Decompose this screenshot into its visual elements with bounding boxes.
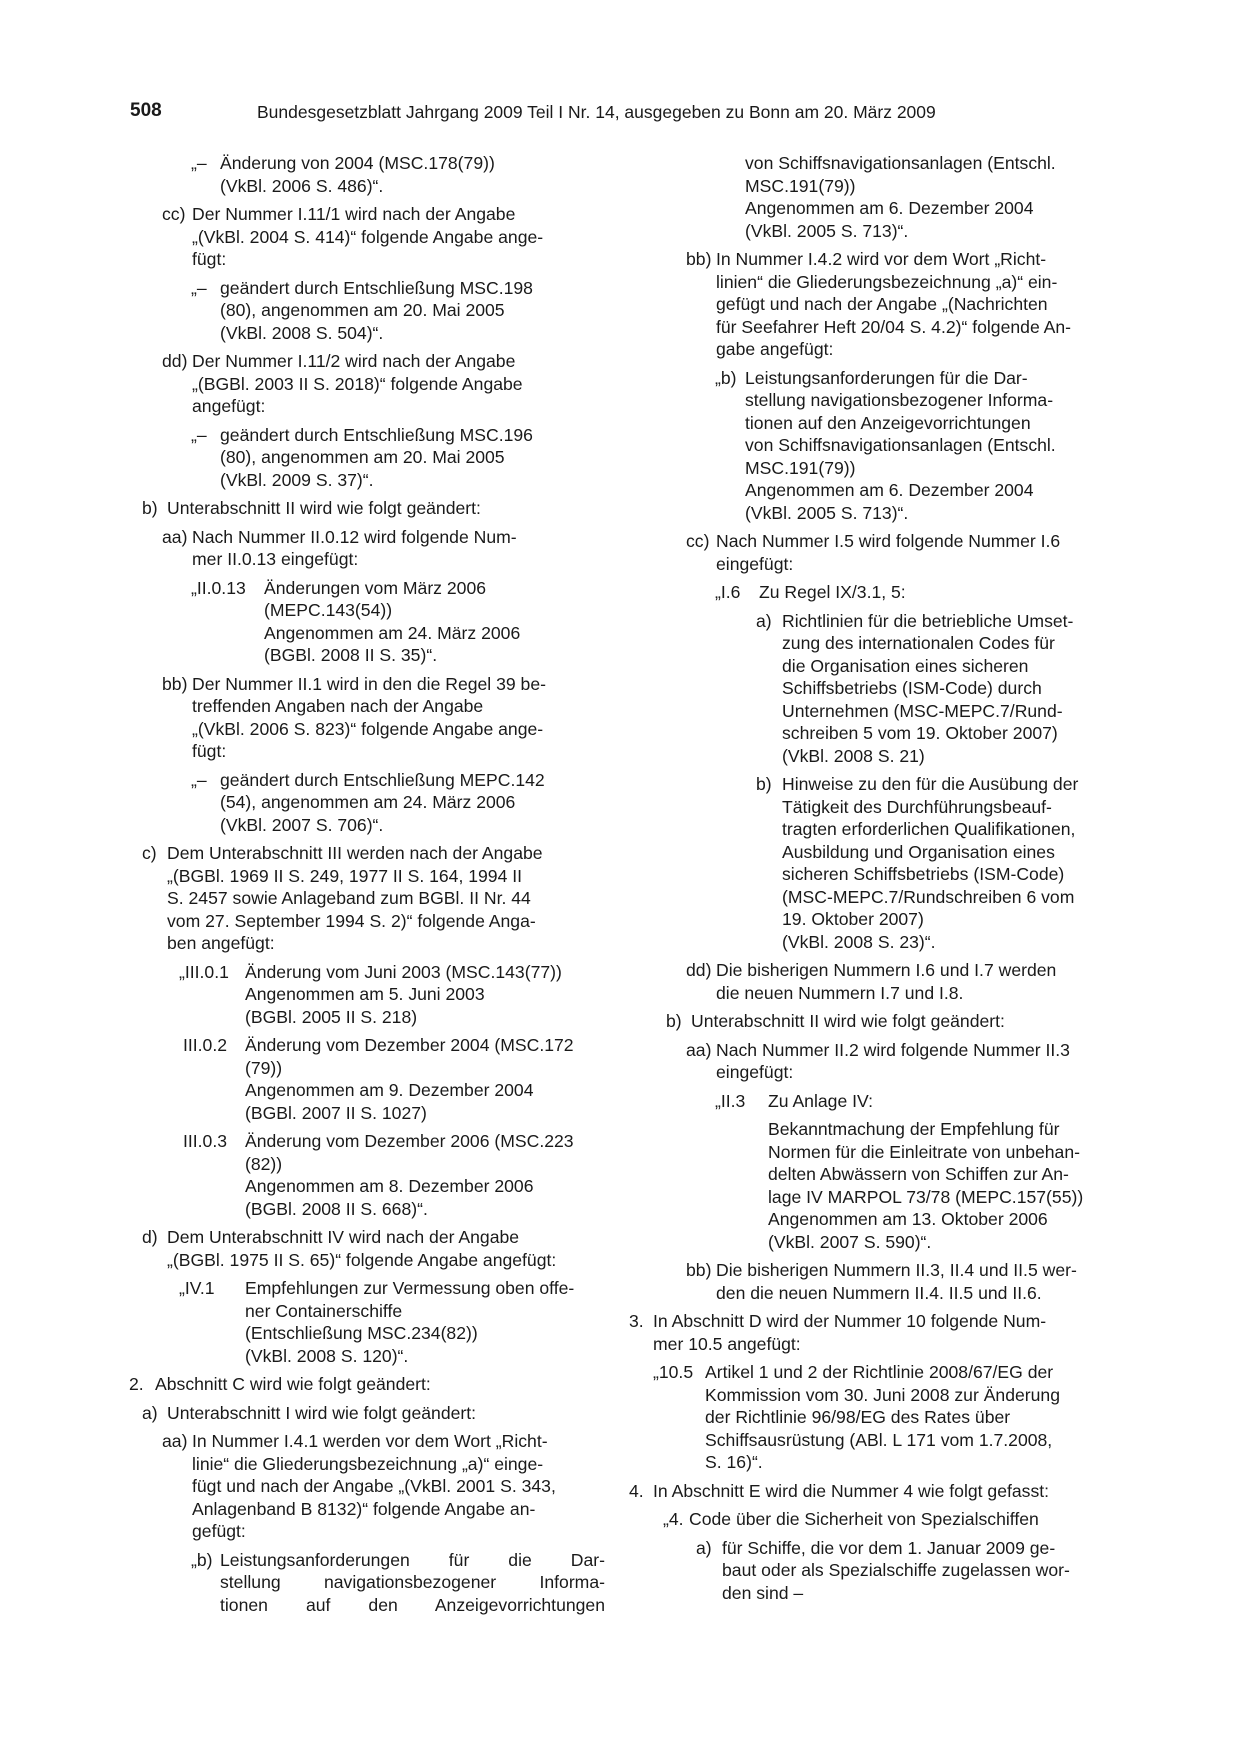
entry-label: a) <box>756 610 772 631</box>
entry <box>663 1508 1105 1531</box>
text-line: Der Nummer II.1 wird in den die Regel 39 be- <box>192 673 546 694</box>
entry-text <box>745 367 1105 525</box>
entry-label: cc) <box>686 531 710 551</box>
text-line: Leistungsanforderungen für die Dar- <box>220 1549 605 1570</box>
text-line: MSC.191(79)) <box>745 175 856 196</box>
text-line: tragten erforderlichen Qualifikationen, <box>782 819 1076 839</box>
text-line: ner Containerschiffe <box>245 1300 403 1321</box>
entry-label: d) <box>142 1227 158 1247</box>
text-line: Anlagenband B 8132)“ folgende Angabe an- <box>192 1498 536 1519</box>
text-line: „(BGBl. 2003 II S. 2018)“ folgende Angabe <box>192 373 523 394</box>
text-line: S. 2457 sowie Anlageband zum BGBl. II Nr. 44 <box>167 888 531 908</box>
entry <box>629 1310 1105 1355</box>
text-line: tionen auf den Anzeigevorrichtungen <box>220 1594 605 1615</box>
entry-text <box>245 1034 605 1124</box>
text-line: stellung navigationsbezogener Informa- <box>745 390 1054 410</box>
text-line: Angenommen am 9. Dezember 2004 <box>245 1080 534 1100</box>
text-line: Tätigkeit des Durchführungsbeauf- <box>782 796 1052 817</box>
entry-text <box>192 1430 605 1543</box>
entry <box>191 424 605 492</box>
entry <box>162 1430 605 1543</box>
text-line: Die bisherigen Nummern II.3, II.4 und II.5 wer- <box>716 1260 1077 1280</box>
text-line: gefügt: <box>192 1521 246 1541</box>
text-line: (VkBl. 2008 S. 21) <box>782 745 925 766</box>
text-line: (Entschließung MSC.234(82)) <box>245 1323 478 1343</box>
text-line: Unterabschnitt II wird wie folgt geändert: <box>691 1011 1005 1031</box>
entry-text <box>716 959 1105 1004</box>
entry-text <box>192 526 605 571</box>
text-line: Leistungsanforderungen für die Dar- <box>745 367 1028 388</box>
entry-text <box>768 1118 1105 1253</box>
text-line: zung des internationalen Codes für <box>782 633 1055 653</box>
entry-label: bb) <box>686 249 712 269</box>
page-number: 508 <box>130 100 162 121</box>
entry <box>686 1259 1105 1304</box>
text-line: (MEPC.143(54)) <box>264 600 393 620</box>
text-line: mer II.0.13 eingefügt: <box>192 549 359 569</box>
text-line: Unterabschnitt II wird wie folgt geändert: <box>167 498 481 518</box>
text-line: eingefügt: <box>716 553 794 574</box>
entry <box>191 577 605 667</box>
text-line: (VkBl. 2005 S. 713)“. <box>745 220 909 241</box>
entry <box>129 1373 605 1396</box>
entry-text <box>167 497 605 520</box>
text-line: linie“ die Gliederungsbezeichnung „a)“ einge- <box>192 1453 544 1474</box>
entry-text <box>722 1537 1105 1605</box>
text-line: Angenommen am 6. Dezember 2004 <box>745 198 1034 218</box>
entry-label: bb) <box>686 1260 712 1280</box>
text-line: schreiben 5 vom 19. Oktober 2007) <box>782 723 1058 743</box>
entry-text <box>155 1373 605 1396</box>
entry-text <box>220 152 605 197</box>
text-line: Kommission vom 30. Juni 2008 zur Änderung <box>705 1384 1060 1405</box>
entry-text <box>264 577 605 667</box>
entry <box>629 1480 1105 1503</box>
text-line: Normen für die Einleitrate von unbehan- <box>768 1141 1080 1162</box>
text-line: von Schiffsnavigationsanlagen (Entschl. <box>745 153 1056 173</box>
entry-text <box>782 773 1105 953</box>
text-line: Angenommen am 8. Dezember 2006 <box>245 1176 534 1196</box>
entry-text <box>245 961 605 1029</box>
running-header: Bundesgesetzblatt Jahrgang 2009 Teil I Nr. 14, ausgegeben zu Bonn am 20. März 2009 <box>257 102 936 122</box>
entry-text <box>167 842 605 955</box>
entry-text <box>653 1310 1105 1355</box>
text-line: (MSC-MEPC.7/Rundschreiben 6 vom <box>782 886 1075 907</box>
entry-label: „II.0.13 <box>191 577 246 598</box>
text-line: S. 16)“. <box>705 1452 763 1472</box>
text-line: (BGBl. 2008 II S. 668)“. <box>245 1198 428 1219</box>
entry-label: a) <box>696 1537 712 1558</box>
text-line: Richtlinien für die betriebliche Umset- <box>782 610 1074 631</box>
text-line: Nach Nummer II.2 wird folgende Nummer II.3 <box>716 1039 1070 1060</box>
text-line: Änderung vom Dezember 2006 (MSC.223 <box>245 1131 574 1151</box>
entry-label: „10.5 <box>653 1362 694 1382</box>
text-line: (BGBl. 2005 II S. 218) <box>245 1006 418 1027</box>
text-line: (80), angenommen am 20. Mai 2005 <box>220 447 505 467</box>
text-line: (VkBl. 2009 S. 37)“. <box>220 469 374 490</box>
entry <box>745 152 1105 242</box>
entry <box>191 769 605 837</box>
entry-text <box>716 1259 1105 1304</box>
text-line: angefügt: <box>192 396 266 416</box>
entry <box>191 277 605 345</box>
text-line: von Schiffsnavigationsanlagen (Entschl. <box>745 435 1056 455</box>
text-line: Nach Nummer I.5 wird folgende Nummer I.6 <box>716 531 1061 551</box>
entry <box>142 497 605 520</box>
text-line: (VkBl. 2008 S. 504)“. <box>220 322 384 343</box>
text-line: Schiffsausrüstung (ABl. L 171 vom 1.7.2008, <box>705 1429 1053 1450</box>
entry <box>715 1090 1105 1113</box>
entry-label: b) <box>142 498 158 518</box>
entry-label: b) <box>666 1011 682 1031</box>
entry <box>179 961 605 1029</box>
text-line: „(BGBl. 1969 II S. 249, 1977 II S. 164, 1994 II <box>167 865 523 886</box>
entry-text <box>653 1480 1105 1503</box>
entry-label: bb) <box>162 673 188 694</box>
text-line: den sind – <box>722 1582 804 1603</box>
entry-text <box>716 1039 1105 1084</box>
entry-text <box>705 1361 1105 1474</box>
entry <box>696 1537 1105 1605</box>
text-line: Der Nummer I.11/2 wird nach der Angabe <box>192 351 516 371</box>
text-line: (79)) <box>245 1057 283 1078</box>
entry-text <box>759 581 1105 604</box>
text-line: lage IV MARPOL 73/78 (MEPC.157(55)) <box>768 1186 1084 1207</box>
entry <box>686 530 1105 575</box>
text-line: Schiffsbetriebs (ISM-Code) durch <box>782 678 1042 698</box>
text-line: den die neuen Nummern II.4. II.5 und II.6. <box>716 1282 1042 1303</box>
entry-text <box>220 277 605 345</box>
text-line: der Richtlinie 96/98/EG des Rates über <box>705 1407 1011 1427</box>
entry-label: III.0.3 <box>183 1131 228 1151</box>
text-line: (VkBl. 2008 S. 120)“. <box>245 1345 409 1366</box>
text-line: die neuen Nummern I.7 und I.8. <box>716 982 964 1003</box>
text-line: delten Abwässern von Schiffen zur An- <box>768 1164 1069 1184</box>
entry-label: „– <box>191 424 207 445</box>
entry-label: „b) <box>191 1549 213 1570</box>
entry-text <box>782 610 1105 768</box>
text-line: (BGBl. 2008 II S. 35)“. <box>264 645 438 665</box>
entry-text <box>220 424 605 492</box>
text-line: In Nummer I.4.1 werden vor dem Wort „Richt- <box>192 1431 548 1451</box>
entry <box>686 248 1105 361</box>
entry <box>142 1402 605 1425</box>
text-line: treffenden Angaben nach der Angabe <box>192 696 484 716</box>
entry-label: b) <box>756 774 772 794</box>
text-line: für Seefahrer Heft 20/04 S. 4.2)“ folgende An- <box>716 316 1072 337</box>
text-line: baut oder als Spezialschiffe zugelassen wor- <box>722 1560 1070 1580</box>
entry <box>715 581 1105 604</box>
entry-label: III.0.2 <box>183 1035 228 1055</box>
text-line: Unternehmen (MSC-MEPC.7/Rund- <box>782 700 1063 721</box>
entry-text <box>245 1130 605 1220</box>
entry-label: „– <box>191 769 207 790</box>
text-line: stellung navigationsbezogener Informa- <box>220 1572 605 1592</box>
entry-text <box>691 1010 1105 1033</box>
text-line: Zu Regel IX/3.1, 5: <box>759 582 906 602</box>
entry-text <box>192 673 605 763</box>
text-line: Hinweise zu den für die Ausübung der <box>782 774 1079 794</box>
text-line: die Organisation eines sicheren <box>782 655 1029 676</box>
text-line: geändert durch Entschließung MSC.196 <box>220 424 533 445</box>
text-line: Änderung vom Dezember 2004 (MSC.172 <box>245 1035 574 1055</box>
entry <box>142 842 605 955</box>
text-line: Code über die Sicherheit von Spezialschiffen <box>689 1509 1039 1529</box>
entry <box>183 1130 605 1220</box>
text-line: für Schiffe, die vor dem 1. Januar 2009 ge- <box>722 1537 1056 1558</box>
entry <box>162 203 605 271</box>
text-line: (80), angenommen am 20. Mai 2005 <box>220 300 505 320</box>
right-column <box>629 152 1105 1604</box>
entry-text <box>768 1090 1105 1113</box>
entry-label: „IV.1 <box>179 1278 215 1298</box>
text-line: Angenommen am 13. Oktober 2006 <box>768 1209 1048 1229</box>
entry-text <box>220 769 605 837</box>
entry <box>653 1361 1105 1474</box>
text-line: linien“ die Gliederungsbezeichnung „a)“ ein- <box>716 271 1058 292</box>
text-line: MSC.191(79)) <box>745 457 856 478</box>
text-line: (BGBl. 2007 II S. 1027) <box>245 1102 427 1123</box>
text-line: In Nummer I.4.2 wird vor dem Wort „Richt- <box>716 249 1047 269</box>
entry-label: „II.3 <box>715 1090 746 1111</box>
text-line: Der Nummer I.11/1 wird nach der Angabe <box>192 204 516 224</box>
entry <box>768 1118 1105 1253</box>
text-line: fügt: <box>192 741 227 761</box>
entry <box>666 1010 1105 1033</box>
text-line: (VkBl. 2007 S. 706)“. <box>220 814 384 835</box>
entry-label: dd) <box>162 351 188 371</box>
entry-text <box>716 530 1105 575</box>
text-line: Nach Nummer II.0.12 wird folgende Num- <box>192 526 517 547</box>
text-line: (54), angenommen am 24. März 2006 <box>220 792 516 812</box>
entry <box>191 1549 605 1617</box>
text-line: eingefügt: <box>716 1062 794 1082</box>
entry-label: „I.6 <box>715 582 741 602</box>
entry <box>715 367 1105 525</box>
entry-label: „b) <box>715 367 737 388</box>
text-line: Angenommen am 5. Juni 2003 <box>245 984 485 1004</box>
text-line: tionen auf den Anzeigevorrichtungen <box>745 412 1031 433</box>
text-line: 19. Oktober 2007) <box>782 909 924 929</box>
text-line: „(VkBl. 2004 S. 414)“ folgende Angabe ange- <box>192 226 544 247</box>
text-line: gabe angefügt: <box>716 339 834 359</box>
text-line: (82)) <box>245 1153 283 1174</box>
text-line: „(VkBl. 2006 S. 823)“ folgende Angabe ange- <box>192 718 544 739</box>
entry <box>183 1034 605 1124</box>
text-line: Dem Unterabschnitt IV wird nach der Angabe <box>167 1227 520 1247</box>
text-line: Unterabschnitt I wird wie folgt geändert: <box>167 1402 477 1423</box>
entry-text <box>716 248 1105 361</box>
text-line: geändert durch Entschließung MSC.198 <box>220 277 533 298</box>
text-line: fügt und nach der Angabe „(VkBl. 2001 S. 343, <box>192 1476 556 1496</box>
entry-label: „III.0.1 <box>179 961 229 982</box>
text-line: (VkBl. 2007 S. 590)“. <box>768 1231 932 1252</box>
text-line: mer 10.5 angefügt: <box>653 1333 801 1354</box>
entry-label: dd) <box>686 960 712 980</box>
text-line: „(BGBl. 1975 II S. 65)“ folgende Angabe angefügt: <box>167 1249 557 1270</box>
text-line: Zu Anlage IV: <box>768 1090 873 1111</box>
text-line: (VkBl. 2006 S. 486)“. <box>220 175 384 196</box>
entry-label: a) <box>142 1402 158 1423</box>
entry-label: cc) <box>162 204 186 224</box>
text-line: geändert durch Entschließung MEPC.142 <box>220 769 545 790</box>
entry-text <box>192 350 605 418</box>
text-line: Angenommen am 24. März 2006 <box>264 622 521 643</box>
text-line: fügt: <box>192 249 227 269</box>
entry <box>142 1226 605 1271</box>
entry-text <box>167 1226 605 1271</box>
text-line: Ausbildung und Organisation eines <box>782 841 1055 862</box>
entry <box>686 959 1105 1004</box>
text-line: (VkBl. 2008 S. 23)“. <box>782 931 936 952</box>
entry-label: „4. <box>663 1509 684 1529</box>
entry <box>162 350 605 418</box>
text-line: Angenommen am 6. Dezember 2004 <box>745 480 1034 500</box>
entry-label: c) <box>142 843 157 863</box>
entry-label: „– <box>191 277 207 298</box>
text-line: Änderung vom Juni 2003 (MSC.143(77)) <box>245 961 562 982</box>
entry <box>162 673 605 763</box>
entry-text <box>245 1277 605 1367</box>
text-line: gefügt und nach der Angabe „(Nachrichten <box>716 294 1048 314</box>
entry-label: aa) <box>162 1431 188 1451</box>
text-line: ben angefügt: <box>167 933 275 953</box>
text-line: Änderung von 2004 (MSC.178(79)) <box>220 153 495 173</box>
entry <box>686 1039 1105 1084</box>
entry-text <box>745 152 1105 242</box>
text-line: (VkBl. 2005 S. 713)“. <box>745 502 909 523</box>
entry <box>179 1277 605 1367</box>
text-line: In Abschnitt E wird die Nummer 4 wie folgt gefasst: <box>653 1480 1050 1501</box>
entry-text <box>192 203 605 271</box>
entry-label: 3. <box>629 1311 644 1331</box>
entry <box>191 152 605 197</box>
entry-label: aa) <box>686 1039 712 1060</box>
text-line: sicheren Schiffsbetriebs (ISM-Code) <box>782 864 1065 884</box>
text-line: vom 27. September 1994 S. 2)“ folgende Anga- <box>167 910 536 931</box>
text-line: Empfehlungen zur Vermessung oben offe- <box>245 1278 575 1298</box>
entry-label: aa) <box>162 526 188 547</box>
entry-text <box>220 1549 605 1617</box>
text-line: Abschnitt C wird wie folgt geändert: <box>155 1374 431 1394</box>
entry <box>162 526 605 571</box>
entry-text <box>167 1402 605 1425</box>
text-line: Bekanntmachung der Empfehlung für <box>768 1119 1060 1139</box>
text-line: Die bisherigen Nummern I.6 und I.7 werden <box>716 960 1057 980</box>
text-line: Artikel 1 und 2 der Richtlinie 2008/67/EG der <box>705 1362 1054 1382</box>
entry <box>756 773 1105 953</box>
text-line: Dem Unterabschnitt III werden nach der Angabe <box>167 843 543 863</box>
entry-label: 4. <box>629 1480 644 1501</box>
entry <box>756 610 1105 768</box>
text-line: Änderungen vom März 2006 <box>264 577 487 598</box>
entry-label: 2. <box>129 1374 144 1394</box>
entry-text <box>689 1508 1105 1531</box>
entry-label: „– <box>191 153 207 173</box>
text-line: In Abschnitt D wird der Nummer 10 folgende Num- <box>653 1311 1047 1331</box>
left-column <box>129 152 605 1616</box>
